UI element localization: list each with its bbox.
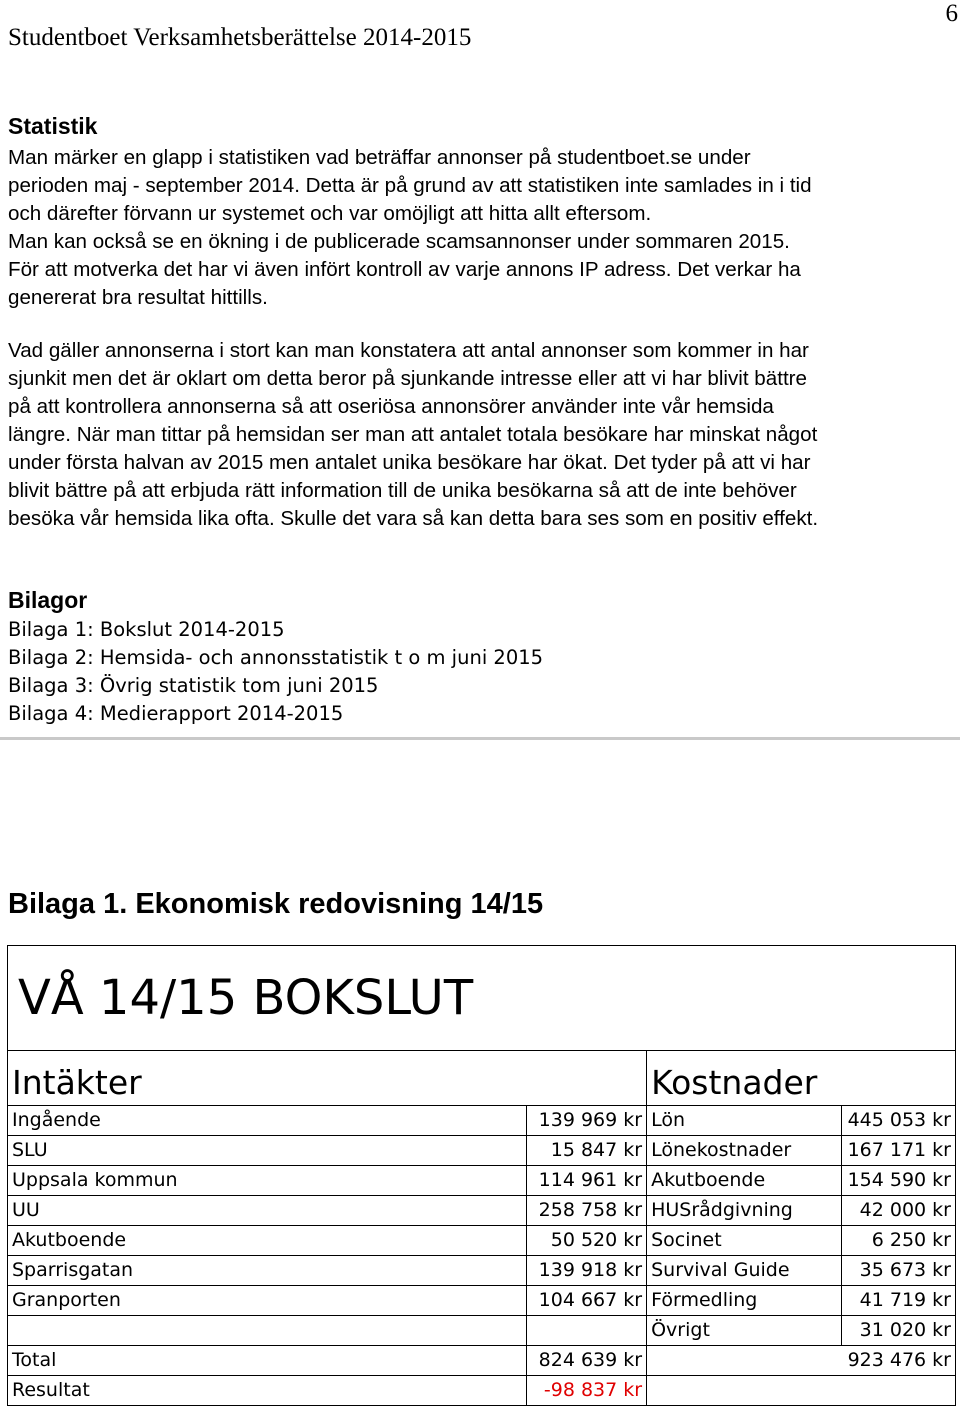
statistik-paragraph-2: [8, 337, 960, 533]
income-header: Intäkter: [8, 1051, 647, 1106]
bilagor-list: [8, 616, 543, 728]
cost-value: 35 673 kr: [841, 1256, 955, 1286]
cost-value: 923 476 kr: [841, 1346, 955, 1376]
income-label: [8, 1316, 527, 1346]
text-line: sjunkit men det är oklart om detta beror på sjunkande intresse eller att vi har blivit bättre: [8, 367, 807, 390]
cost-value: 41 719 kr: [841, 1286, 955, 1316]
income-value: 139 918 kr: [527, 1256, 647, 1286]
statistik-paragraph-1: [8, 144, 960, 312]
cost-label: HUSrådgivning: [647, 1196, 842, 1226]
income-label: Sparrisgatan: [8, 1256, 527, 1286]
cost-label: Övrigt: [647, 1316, 842, 1346]
text-line: perioden maj - september 2014. Detta är på grund av att statistiken inte samlades in i tid: [8, 174, 812, 197]
table-title: VÅ 14/15 BOKSLUT: [8, 946, 956, 1051]
bilaga-item: Bilaga 4: Medierapport 2014-2015: [8, 702, 344, 725]
cost-label: [647, 1346, 842, 1376]
bilaga-item: Bilaga 3: Övrig statistik tom juni 2015: [8, 674, 379, 697]
bilagor-heading: Bilagor: [8, 587, 88, 613]
text-line: Man kan också se en ökning i de publicerade scamsannonser under sommaren 2015.: [8, 230, 790, 253]
income-value: 50 520 kr: [527, 1226, 647, 1256]
table-row: [8, 1286, 956, 1316]
income-label: Granporten: [8, 1286, 527, 1316]
income-label: Ingående: [8, 1106, 527, 1136]
income-label: UU: [8, 1196, 527, 1226]
cost-value: 445 053 kr: [841, 1106, 955, 1136]
section-divider: [0, 737, 960, 740]
text-line: Man märker en glapp i statistiken vad beträffar annonser på studentboet.se under: [8, 146, 751, 169]
bilaga-item: Bilaga 2: Hemsida- och annonsstatistik t o m juni 2015: [8, 646, 544, 669]
income-label: SLU: [8, 1136, 527, 1166]
text-line: Vad gäller annonserna i stort kan man konstatera att antal annonser som kommer in har: [8, 339, 809, 362]
income-value: 104 667 kr: [527, 1286, 647, 1316]
text-line: och därefter förvann ur systemet och var omöjligt att hitta allt eftersom.: [8, 202, 652, 225]
income-value: 139 969 kr: [527, 1106, 647, 1136]
cost-label: [647, 1376, 842, 1406]
table-title-row: [8, 946, 956, 1051]
bilaga1-heading: Bilaga 1. Ekonomisk redovisning 14/15: [8, 888, 544, 920]
income-label: Resultat: [8, 1376, 527, 1406]
table-row: [8, 1346, 956, 1376]
cost-label: Lönekostnader: [647, 1136, 842, 1166]
text-line: längre. När man tittar på hemsidan ser man att antalet totala besökare har minskat något: [8, 423, 818, 446]
table-row: [8, 1256, 956, 1286]
statistik-heading: Statistik: [8, 113, 98, 139]
bokslut-table: [7, 945, 956, 1406]
text-line: blivit bättre på att erbjuda rätt information till de unika besökarna så att de inte behöver: [8, 479, 797, 502]
text-line: besöka vår hemsida lika ofta. Skulle det vara så kan detta bara ses som en positiv effekt.: [8, 507, 819, 530]
income-value: 258 758 kr: [527, 1196, 647, 1226]
cost-value: 42 000 kr: [841, 1196, 955, 1226]
table-row: [8, 1196, 956, 1226]
table-row: [8, 1166, 956, 1196]
text-line: För att motverka det har vi även infört kontroll av varje annons IP adress. Det verkar ha: [8, 258, 801, 281]
table-row: [8, 1376, 956, 1406]
income-label: Total: [8, 1346, 527, 1376]
cost-label: Lön: [647, 1106, 842, 1136]
bokslut-table-container: [7, 945, 956, 1406]
bilaga-item: Bilaga 1: Bokslut 2014-2015: [8, 618, 285, 641]
cost-value: 154 590 kr: [841, 1166, 955, 1196]
document-header-title: Studentboet Verksamhetsberättelse 2014-2015: [8, 24, 472, 51]
table-row: [8, 1226, 956, 1256]
table-row: [8, 1136, 956, 1166]
table-row: [8, 1106, 956, 1136]
income-value: 824 639 kr: [527, 1346, 647, 1376]
table-section-header-row: [8, 1051, 956, 1106]
cost-label: Förmedling: [647, 1286, 842, 1316]
income-label: Uppsala kommun: [8, 1166, 527, 1196]
income-label: Akutboende: [8, 1226, 527, 1256]
cost-value: 31 020 kr: [841, 1316, 955, 1346]
cost-label: Survival Guide: [647, 1256, 842, 1286]
text-line: genererat bra resultat hittills.: [8, 286, 268, 309]
cost-label: Akutboende: [647, 1166, 842, 1196]
text-line: på att kontrollera annonserna så att oseriösa annonsörer använder inte vår hemsida: [8, 395, 774, 418]
cost-value: 167 171 kr: [841, 1136, 955, 1166]
income-value: [527, 1316, 647, 1346]
cost-value: [841, 1376, 955, 1406]
cost-header: Kostnader: [647, 1051, 956, 1106]
cost-value: 6 250 kr: [841, 1226, 955, 1256]
text-line: under första halvan av 2015 men antalet unika besökare har ökat. Det tyder på att vi har: [8, 451, 811, 474]
income-value: 114 961 kr: [527, 1166, 647, 1196]
page-number: 6: [945, 0, 958, 27]
income-value: 15 847 kr: [527, 1136, 647, 1166]
table-row: [8, 1316, 956, 1346]
cost-label: Socinet: [647, 1226, 842, 1256]
result-value: -98 837 kr: [527, 1376, 647, 1406]
